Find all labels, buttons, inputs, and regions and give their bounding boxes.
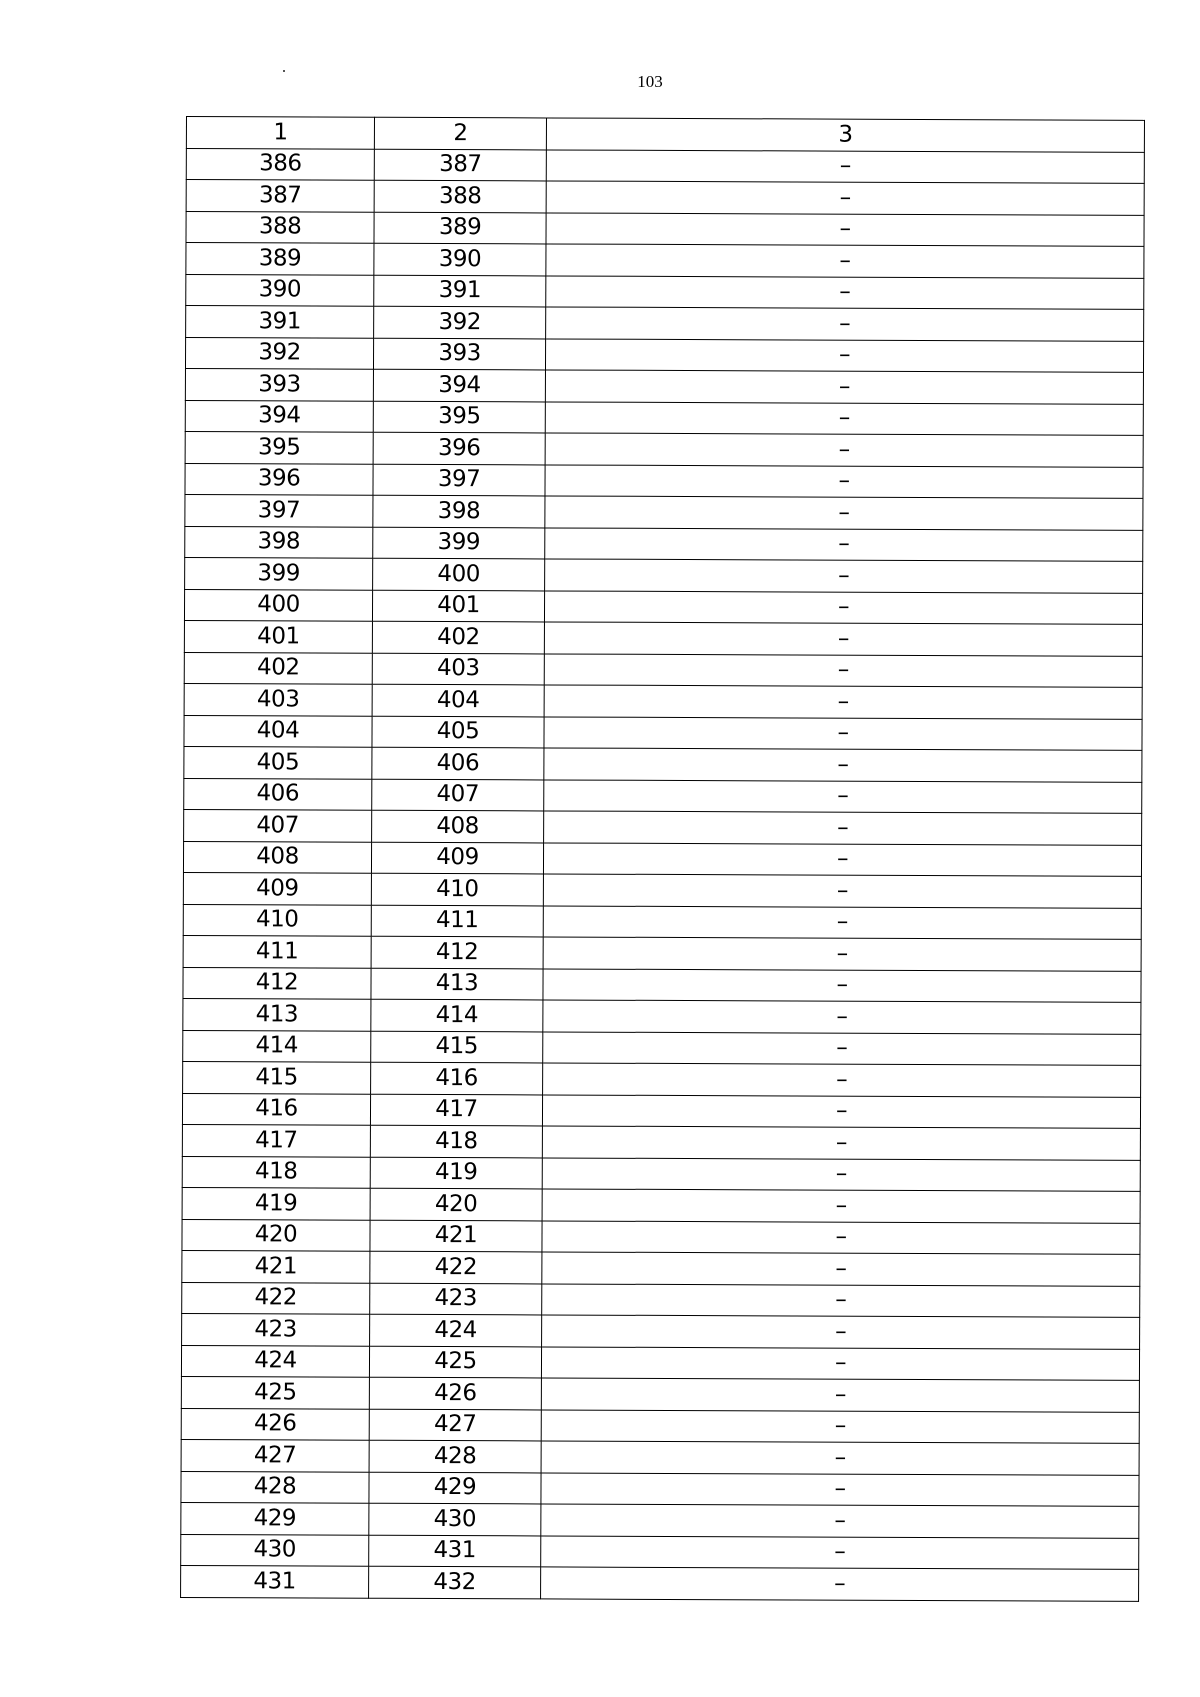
- table-cell-col2: 392: [374, 306, 546, 338]
- table-cell-col2: 412: [371, 936, 543, 968]
- table-cell-col1: 392: [185, 337, 373, 369]
- table-row: [184, 715, 1142, 750]
- table-row: [186, 211, 1144, 246]
- table-cell-col3: –: [542, 1315, 1140, 1349]
- table-cell-col1: 409: [183, 872, 371, 904]
- table-cell-col2: 394: [373, 369, 545, 401]
- table-row: [184, 809, 1142, 844]
- table-row: [181, 1534, 1139, 1569]
- table-cell-col2: 406: [372, 747, 544, 779]
- table-cell-col3: –: [545, 338, 1143, 372]
- table-row: [183, 998, 1141, 1033]
- table-cell-col2: 428: [369, 1440, 541, 1472]
- table-cell-col2: 416: [371, 1062, 543, 1094]
- table-cell-col1: 408: [183, 841, 371, 873]
- table-cell-col1: 399: [185, 557, 373, 589]
- table-cell-col3: –: [546, 149, 1144, 183]
- table-cell-col3: –: [542, 1220, 1140, 1254]
- table-row: [185, 463, 1143, 498]
- table-row: [186, 274, 1144, 309]
- table-cell-col2: 431: [369, 1535, 541, 1567]
- table-body: [181, 117, 1145, 1601]
- table-cell-col1: 416: [182, 1093, 370, 1125]
- table-cell-col2: 410: [371, 873, 543, 905]
- table-cell-col3: –: [544, 590, 1142, 624]
- table-cell-col3: –: [542, 1094, 1140, 1128]
- table-cell-col3: –: [543, 1063, 1141, 1097]
- table-row: [186, 306, 1144, 341]
- table-cell-col1: 401: [184, 620, 372, 652]
- table-cell-col3: –: [543, 842, 1141, 876]
- table-row: [186, 243, 1144, 278]
- table-cell-col1: 418: [182, 1156, 370, 1188]
- table-cell-col2: 425: [369, 1346, 541, 1378]
- table-cell-col1: 420: [182, 1219, 370, 1251]
- table-cell-col3: –: [542, 1252, 1140, 1286]
- table-cell-col1: 427: [181, 1439, 369, 1471]
- table-cell-col2: 405: [372, 716, 544, 748]
- table-cell-col2: 393: [373, 338, 545, 370]
- table-row: [185, 431, 1143, 466]
- table-cell-col2: 422: [370, 1251, 542, 1283]
- table-cell-col3: –: [545, 464, 1143, 498]
- table-cell-col3: –: [543, 968, 1141, 1002]
- table-row: [185, 557, 1143, 592]
- table-cell-col1: 431: [181, 1565, 369, 1597]
- table-cell-col3: –: [543, 905, 1141, 939]
- table-cell-col3: –: [543, 937, 1141, 971]
- table-row: [183, 841, 1141, 876]
- table-cell-col1: 411: [183, 935, 371, 967]
- table-cell-col3: –: [544, 748, 1142, 782]
- table-row: [184, 778, 1142, 813]
- table-cell-col1: 415: [183, 1061, 371, 1093]
- table-cell-col2: 429: [369, 1472, 541, 1504]
- table-cell-col1: 402: [184, 652, 372, 684]
- table-cell-col2: 415: [371, 1031, 543, 1063]
- table-cell-col1: 421: [182, 1250, 370, 1282]
- table-cell-col1: 423: [182, 1313, 370, 1345]
- table-cell-col1: 419: [182, 1187, 370, 1219]
- table-row: [181, 1502, 1139, 1537]
- table-cell-col3: –: [541, 1409, 1139, 1443]
- table-row: [182, 1219, 1140, 1254]
- table-cell-col2: 404: [372, 684, 544, 716]
- table-cell-col2: 399: [373, 527, 545, 559]
- table-cell-col2: 430: [369, 1503, 541, 1535]
- table-cell-col3: –: [541, 1378, 1139, 1412]
- table-cell-col1: 393: [185, 368, 373, 400]
- table-row: [182, 1313, 1140, 1348]
- table-header-row: [186, 117, 1144, 152]
- table-row: [185, 400, 1143, 435]
- table-cell-col2: 424: [370, 1314, 542, 1346]
- table-cell-col3: –: [544, 811, 1142, 845]
- table-cell-col1: 429: [181, 1502, 369, 1534]
- table-row: [181, 1471, 1139, 1506]
- table-cell-col2: 388: [374, 180, 546, 212]
- table-cell-col2: 389: [374, 212, 546, 244]
- table-cell-col1: 407: [184, 809, 372, 841]
- table-cell-col2: 401: [372, 590, 544, 622]
- table-row: [181, 1565, 1139, 1600]
- table-row: [182, 1124, 1140, 1159]
- table-cell-col3: –: [546, 244, 1144, 278]
- table-row: [181, 1376, 1139, 1411]
- table-cell-col2: 387: [374, 149, 546, 181]
- table-cell-col2: 409: [371, 842, 543, 874]
- table-cell-col3: –: [543, 1031, 1141, 1065]
- table-row: [185, 526, 1143, 561]
- table-cell-col2: 407: [372, 779, 544, 811]
- table-row: [182, 1282, 1140, 1317]
- table-cell-col2: 414: [371, 999, 543, 1031]
- table-cell-col1: 400: [184, 589, 372, 621]
- table-row: [183, 1061, 1141, 1096]
- table-cell-col2: 397: [373, 464, 545, 496]
- table-row: [181, 1345, 1139, 1380]
- table-cell-col3: –: [546, 307, 1144, 341]
- table-row: [182, 1250, 1140, 1285]
- table-cell-col3: –: [543, 1000, 1141, 1034]
- table-cell-col1: 404: [184, 715, 372, 747]
- table-cell-col3: –: [541, 1472, 1139, 1506]
- table-cell-col2: 432: [369, 1566, 541, 1598]
- header-cell-2: 2: [374, 117, 546, 149]
- table-cell-col3: –: [541, 1346, 1139, 1380]
- table-row: [183, 872, 1141, 907]
- table-cell-col1: 406: [184, 778, 372, 810]
- table-cell-col2: 403: [372, 653, 544, 685]
- header-cell-1: 1: [186, 117, 374, 149]
- table-cell-col3: –: [546, 275, 1144, 309]
- table-cell-col1: 390: [186, 274, 374, 306]
- table-cell-col2: 426: [369, 1377, 541, 1409]
- table-cell-col3: –: [541, 1567, 1139, 1601]
- table-cell-col3: –: [544, 716, 1142, 750]
- table-cell-col1: 387: [186, 180, 374, 212]
- table-cell-col1: 413: [183, 998, 371, 1030]
- table-cell-col2: 402: [372, 621, 544, 653]
- table-cell-col1: 403: [184, 683, 372, 715]
- table-cell-col2: 419: [370, 1157, 542, 1189]
- table-cell-col3: –: [546, 212, 1144, 246]
- table-cell-col1: 430: [181, 1534, 369, 1566]
- table-cell-col2: 408: [372, 810, 544, 842]
- table-row: [183, 967, 1141, 1002]
- table-cell-col1: 396: [185, 463, 373, 495]
- table-cell-col3: –: [545, 433, 1143, 467]
- table-cell-col2: 400: [373, 558, 545, 590]
- table-cell-col2: 411: [371, 905, 543, 937]
- table-cell-col1: 389: [186, 243, 374, 275]
- table-cell-col2: 418: [370, 1125, 542, 1157]
- table-cell-col1: 388: [186, 211, 374, 243]
- table-cell-col3: –: [544, 622, 1142, 656]
- table-cell-col2: 423: [370, 1283, 542, 1315]
- table-cell-col3: –: [542, 1189, 1140, 1223]
- table-cell-col3: –: [544, 685, 1142, 719]
- table-cell-col2: 413: [371, 968, 543, 1000]
- data-table: [180, 116, 1145, 1601]
- table-row: [184, 652, 1142, 687]
- table-cell-col3: –: [545, 496, 1143, 530]
- table-cell-col1: 426: [181, 1408, 369, 1440]
- table-cell-col2: 395: [373, 401, 545, 433]
- table-cell-col3: –: [542, 1157, 1140, 1191]
- table-cell-col3: –: [542, 1126, 1140, 1160]
- table-cell-col1: 425: [181, 1376, 369, 1408]
- table-row: [181, 1408, 1139, 1443]
- table-cell-col3: –: [545, 559, 1143, 593]
- table-row: [183, 935, 1141, 970]
- table-cell-col1: 391: [186, 306, 374, 338]
- table-cell-col1: 395: [185, 431, 373, 463]
- table-row: [182, 1156, 1140, 1191]
- table-row: [183, 1030, 1141, 1065]
- table-cell-col1: 397: [185, 494, 373, 526]
- table-cell-col1: 422: [182, 1282, 370, 1314]
- table-row: [181, 1439, 1139, 1474]
- table-cell-col1: 428: [181, 1471, 369, 1503]
- table-cell-col2: 420: [370, 1188, 542, 1220]
- table-row: [186, 148, 1144, 183]
- table-cell-col2: 427: [369, 1409, 541, 1441]
- table-cell-col1: 412: [183, 967, 371, 999]
- table-cell-col3: –: [541, 1535, 1139, 1569]
- table-cell-col3: –: [545, 401, 1143, 435]
- table-row: [184, 683, 1142, 718]
- table-cell-col3: –: [541, 1504, 1139, 1538]
- table-row: [185, 368, 1143, 403]
- page-number: 103: [637, 72, 663, 91]
- table-cell-col1: 424: [181, 1345, 369, 1377]
- table-cell-col1: 417: [182, 1124, 370, 1156]
- table-cell-col1: 394: [185, 400, 373, 432]
- table-row: [183, 904, 1141, 939]
- table-cell-col1: 386: [186, 148, 374, 180]
- table-cell-col2: 417: [370, 1094, 542, 1126]
- table-cell-col1: 405: [184, 746, 372, 778]
- table-cell-col1: 414: [183, 1030, 371, 1062]
- table-row: [184, 620, 1142, 655]
- table-cell-col2: 398: [373, 495, 545, 527]
- table-cell-col2: 396: [373, 432, 545, 464]
- table-cell-col2: 390: [374, 243, 546, 275]
- table-row: [182, 1187, 1140, 1222]
- table-cell-col2: 391: [374, 275, 546, 307]
- table-cell-col1: 410: [183, 904, 371, 936]
- header-cell-3: 3: [546, 118, 1144, 152]
- table-cell-col3: –: [541, 1441, 1139, 1475]
- table-cell-col2: 421: [370, 1220, 542, 1252]
- table-cell-col1: 398: [185, 526, 373, 558]
- table-row: [185, 337, 1143, 372]
- table-cell-col3: –: [545, 527, 1143, 561]
- table-row: [186, 180, 1144, 215]
- table-row: [185, 494, 1143, 529]
- table-cell-col3: –: [543, 874, 1141, 908]
- table-cell-col3: –: [544, 779, 1142, 813]
- table-row: [182, 1093, 1140, 1128]
- table-row: [184, 746, 1142, 781]
- table-cell-col3: –: [544, 653, 1142, 687]
- table-cell-col3: –: [546, 181, 1144, 215]
- table-cell-col3: –: [542, 1283, 1140, 1317]
- table-row: [184, 589, 1142, 624]
- table-cell-col3: –: [545, 370, 1143, 404]
